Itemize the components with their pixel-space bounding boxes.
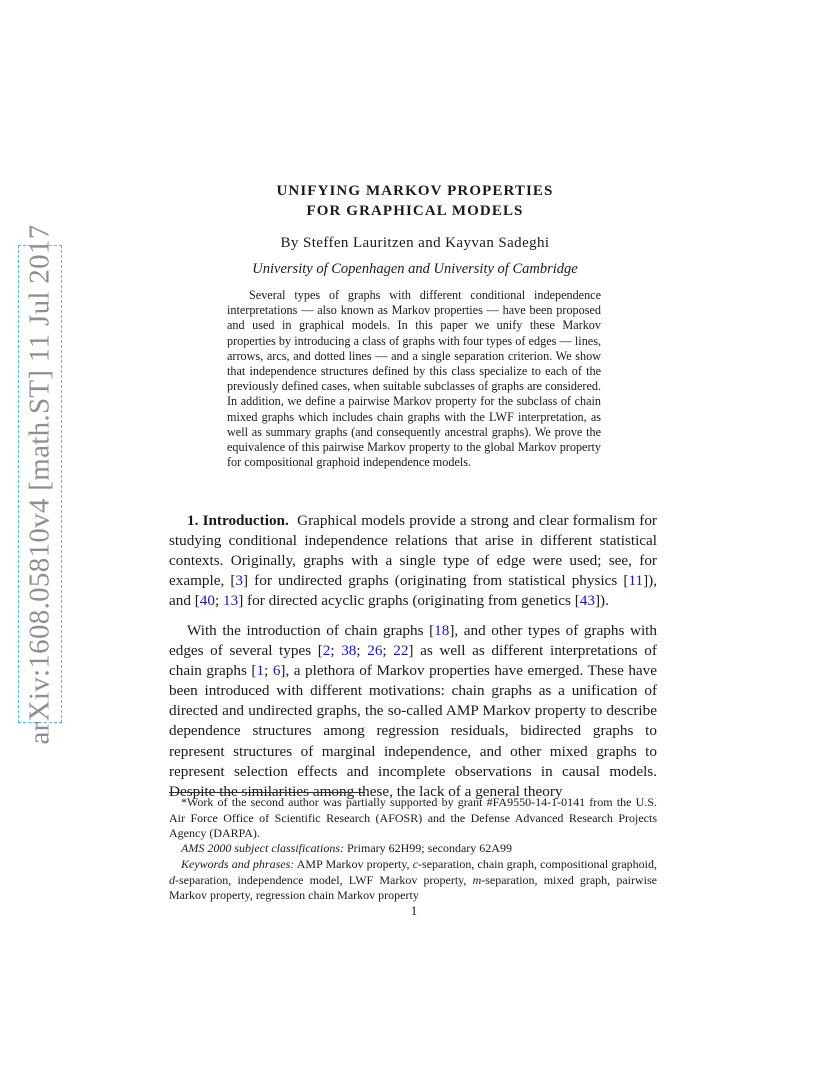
citation-link[interactable]: 43	[579, 592, 595, 610]
intro-text: ;	[330, 642, 342, 660]
keywords	[169, 857, 657, 904]
intro-text: With the introduction of chain graphs [	[187, 622, 435, 639]
affiliation-line: University of Copenhagen and University of Cambridge	[252, 261, 578, 277]
citation-link[interactable]: 11	[628, 572, 644, 590]
intro-paragraph-2	[169, 621, 657, 802]
ams-classification	[169, 841, 657, 857]
keywords-text: c	[412, 857, 419, 871]
keywords-text: AMP Markov property,	[294, 857, 413, 871]
intro-text: ] for undirected graphs (originating from statistical physics [	[243, 572, 629, 590]
keywords-text: d	[169, 872, 175, 887]
intro-text: ;	[264, 662, 273, 680]
funding-footnote: *Work of the second author was partially supported by grant #FA9550-14-1-0141 from the U.S. Air Force Office of Scientific Research (AFOSR) and the Defense Advanced Research Projects Agency (DARPA).	[169, 795, 657, 841]
intro-text: ]).	[594, 592, 609, 610]
intro-text: ], a plethora of Markov properties have emerged. These have been introduced with different motivations: chain graphs as a unification of directed and undirected graphs, the so-called AMP Markov property to describe dependence structures among regression residuals, bidirected graphs to represent structures of marginal independence, and other mixed graphs to represent selection effects and incomplete observations in causal models. Despite the similarities among these, the lack of a general theory	[169, 662, 657, 800]
intro-text: ]), and [	[169, 572, 657, 610]
page-number: 1	[410, 903, 418, 918]
author-line: By Steffen Lauritzen and Kayvan Sadeghi	[280, 235, 550, 251]
keywords-text: m	[472, 872, 482, 887]
arxiv-identifier-text: arXiv:1608.05810v4 [math.ST] 11 Jul 2017	[23, 224, 56, 744]
intro-text: ;	[356, 642, 368, 660]
citation-link[interactable]: 13	[223, 592, 239, 610]
ams-text: Primary 62H99; secondary 62A99	[343, 841, 512, 855]
citation-link[interactable]: 1	[256, 662, 265, 680]
section-heading: 1. Introduction.	[187, 512, 289, 529]
citation-link[interactable]: 2	[322, 642, 331, 660]
title-line-1: UNIFYING MARKOV PROPERTIES	[276, 183, 554, 199]
intro-text: Graphical models provide a strong and clear formalism for studying conditional independence relations that arise in different statistical contexts. Originally, graphs with a single type of edge were used; see, for example, [	[169, 512, 657, 590]
keywords-text: -separation, chain graph, compositional graphoid,	[418, 857, 657, 871]
citation-link[interactable]: 38	[341, 642, 357, 660]
keywords-text: -separation, independence model, LWF Markov property,	[175, 872, 473, 887]
citation-link[interactable]: 26	[367, 642, 383, 660]
keywords-label: Keywords and phrases:	[181, 857, 295, 871]
intro-text: ] as well as different interpretations of chain graphs [	[169, 642, 657, 680]
citation-link[interactable]: 22	[393, 642, 409, 660]
abstract: Several types of graphs with different conditional independence interpretations — also known as Markov properties — have been proposed and used in graphical models. In this paper we unify these Markov properties by introducing a class of graphs with four types of edges — lines, arrows, arcs, and dotted lines — and a single separation criterion. We show that independence structures defined by this class specialize to each of the previously defined cases, when suitable subclasses of graphs are considered. In addition, we define a pairwise Markov property for the subclass of chain mixed graphs which includes chain graphs with the LWF interpretation, as well as summary graphs (and consequently ancestral graphs). We prove the equivalence of this pairwise Markov property to the global Markov property for compositional graphoid independence models.	[227, 288, 601, 470]
footnote-divider	[169, 792, 365, 793]
title-line-2: FOR GRAPHICAL MODELS	[306, 203, 524, 219]
citation-link[interactable]: 18	[434, 622, 450, 639]
keywords-text: -separation, mixed graph, pairwise Markov property, regression chain Markov property	[169, 872, 658, 903]
paper-title	[170, 181, 660, 221]
intro-text: ;	[214, 592, 224, 610]
intro-text: ;	[382, 642, 394, 660]
citation-link[interactable]: 3	[235, 572, 244, 590]
arxiv-identifier-stamp	[18, 224, 62, 744]
intro-text: ] for directed acyclic graphs (originating from genetics [	[238, 592, 580, 610]
intro-paragraph-1	[169, 511, 657, 611]
citation-link[interactable]: 40	[199, 592, 215, 610]
intro-text: ], and other types of graphs with edges of several types [	[169, 622, 657, 660]
ams-label: AMS 2000 subject classifications:	[181, 841, 344, 855]
citation-link[interactable]: 6	[272, 662, 281, 680]
